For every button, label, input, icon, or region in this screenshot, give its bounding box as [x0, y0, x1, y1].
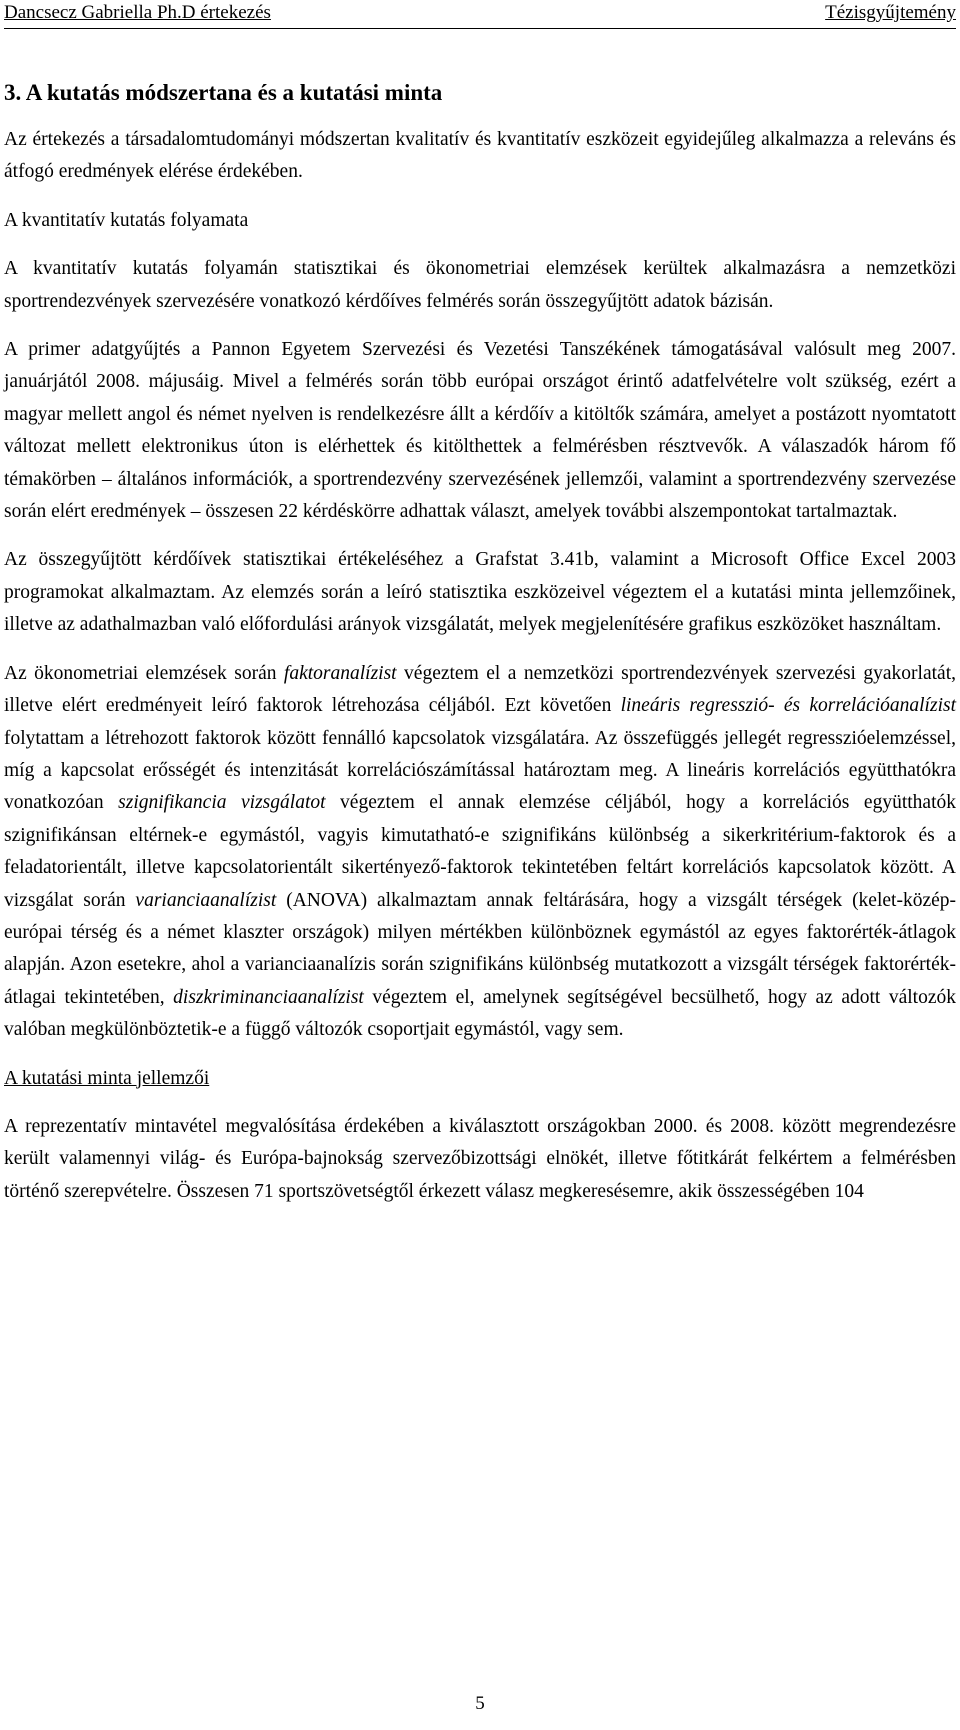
p4-text-1: Az ökonometriai elemzések során	[4, 662, 284, 684]
p4-text-5: (ANOVA) alkalmaztam annak feltárására, hogy a vizsgált térségek (kelet-közép-európai térség és a német klaszter országok) milyen mértékben különböznek egymástól az egyes faktorérték-átlagok alapján. Azon esetekre, ahol a varianciaanalízis során szignifikáns különbség mutatkozott a vizsgált térségek faktorérték-átlagai tekintetében,	[4, 889, 957, 1008]
subheading-sample: A kutatási minta jellemzői	[4, 1067, 210, 1089]
paragraph-5: A reprezentatív mintavétel megvalósítása érdekében a kiválasztott országokban 2000. és 2008. között megrendezésre került valamennyi világ- és Európa-bajnokság szervezőbizottsági elnökét, illetve főtitkárát felkértem a felmérésben történő szerepvételre. Összesen 71 sportszövetségtől érkezett válasz megkeresésemre, akik összességében 104	[4, 1115, 956, 1202]
p4-italic-4: varianciaanalízist	[135, 889, 277, 911]
p4-italic-5: diszkriminanciaanalízist	[173, 986, 364, 1008]
p4-italic-2: lineáris regresszió- és korrelációanalízist	[620, 695, 956, 717]
paragraph-1: A kvantitatív kutatás folyamán statisztikai és ökonometriai elemzések kerültek alkalmazásra a nemzetközi sportrendezvények szervezésére vonatkozó kérdőíves felmérés során összegyűjtött adatok bázisán.	[4, 258, 956, 312]
section-title: 3. A kutatás módszertana és a kutatási minta	[4, 80, 443, 105]
paragraph-3: Az összegyűjtött kérdőívek statisztikai értékeléséhez a Grafstat 3.41b, valamint a Microsoft Office Excel 2003 programokat alkalmaztam. Az elemzés során a leíró statisztika eszközeivel végeztem el a kutatási minta jellemzőinek, illetve az adathalmazban való előfordulási arányok vizsgálatát, melyek megjelenítésére grafikus eszközöket használtam.	[4, 549, 956, 636]
p4-text-3: folytattam a létrehozott faktorok között fennálló kapcsolatok vizsgálatára. Az összefüggés jellegét regresszióelemzéssel, míg a kapcsolat erősségét és intenzitását korrelációszámítással határoztam meg. A lineáris korrelációs együtthatókra vonatkozóan	[4, 727, 956, 814]
p4-text-2: végeztem el a nemzetközi sportrendezvények szervezési gyakorlatát, illetve elért eredményeit leíró faktorok létrehozása céljából. Ezt követően	[4, 662, 956, 717]
subheading-quantitative: A kvantitatív kutatás folyamata	[4, 209, 249, 231]
running-header	[4, 0, 956, 29]
p4-text-4: végeztem el annak elemzése céljából, hogy a korrelációs együtthatók szignifikánsan eltérnek-e egymástól, vagyis kimutatható-e szignifikáns különbség a sikerkritérium-faktorok és a feladatorientált, illetve kapcsolatorientált sikertényező-faktorok tekintetében feltárt korrelációs kapcsolatok között. A vizsgálat során	[4, 792, 956, 911]
page-body	[4, 78, 956, 1224]
p4-text-6: végeztem el, amelynek segítségével becsülhető, hogy az adott változók valóban megkülönböztetik-e a függő változók csoportjait egymástól, vagy sem.	[4, 986, 956, 1041]
header-author: Dancsecz Gabriella Ph.D értekezés	[4, 2, 271, 23]
p4-italic-1: faktoranalízist	[283, 662, 397, 684]
paragraph-2: A primer adatgyűjtés a Pannon Egyetem Szervezési és Vezetési Tanszékének támogatásával valósult meg 2007. januárjától 2008. májusáig. Mivel a felmérés során több európai országot érintő adatfelvételre volt szükség, ezért a magyar mellett angol és német nyelven is rendelkezésre állt a kérdőív a kitöltők számára, amelyet a postázott nyomtatott változat mellett elektronikus úton is elérhettek és kitölthettek a felmérésben résztvevők. A válaszadók három fő témakörben – általános információk, a sportrendezvény szervezésének jellemzői, valamint a sportrendezvény szervezése során elért eredmények – összesen 22 kérdéskörre adhattak választ, amelyek további alszempontokat tartalmaztak.	[4, 339, 956, 523]
paragraph-4	[4, 658, 956, 1047]
intro-paragraph: Az értekezés a társadalomtudományi módszertan kvalitatív és kvantitatív eszközeit egyidejűleg alkalmazza a releváns és átfogó eredmények elérése érdekében.	[4, 129, 956, 183]
p4-italic-3: szignifikancia vizsgálatot	[118, 792, 326, 814]
page-number: 5	[475, 1693, 485, 1714]
header-title: Tézisgyűjtemény	[825, 2, 956, 23]
